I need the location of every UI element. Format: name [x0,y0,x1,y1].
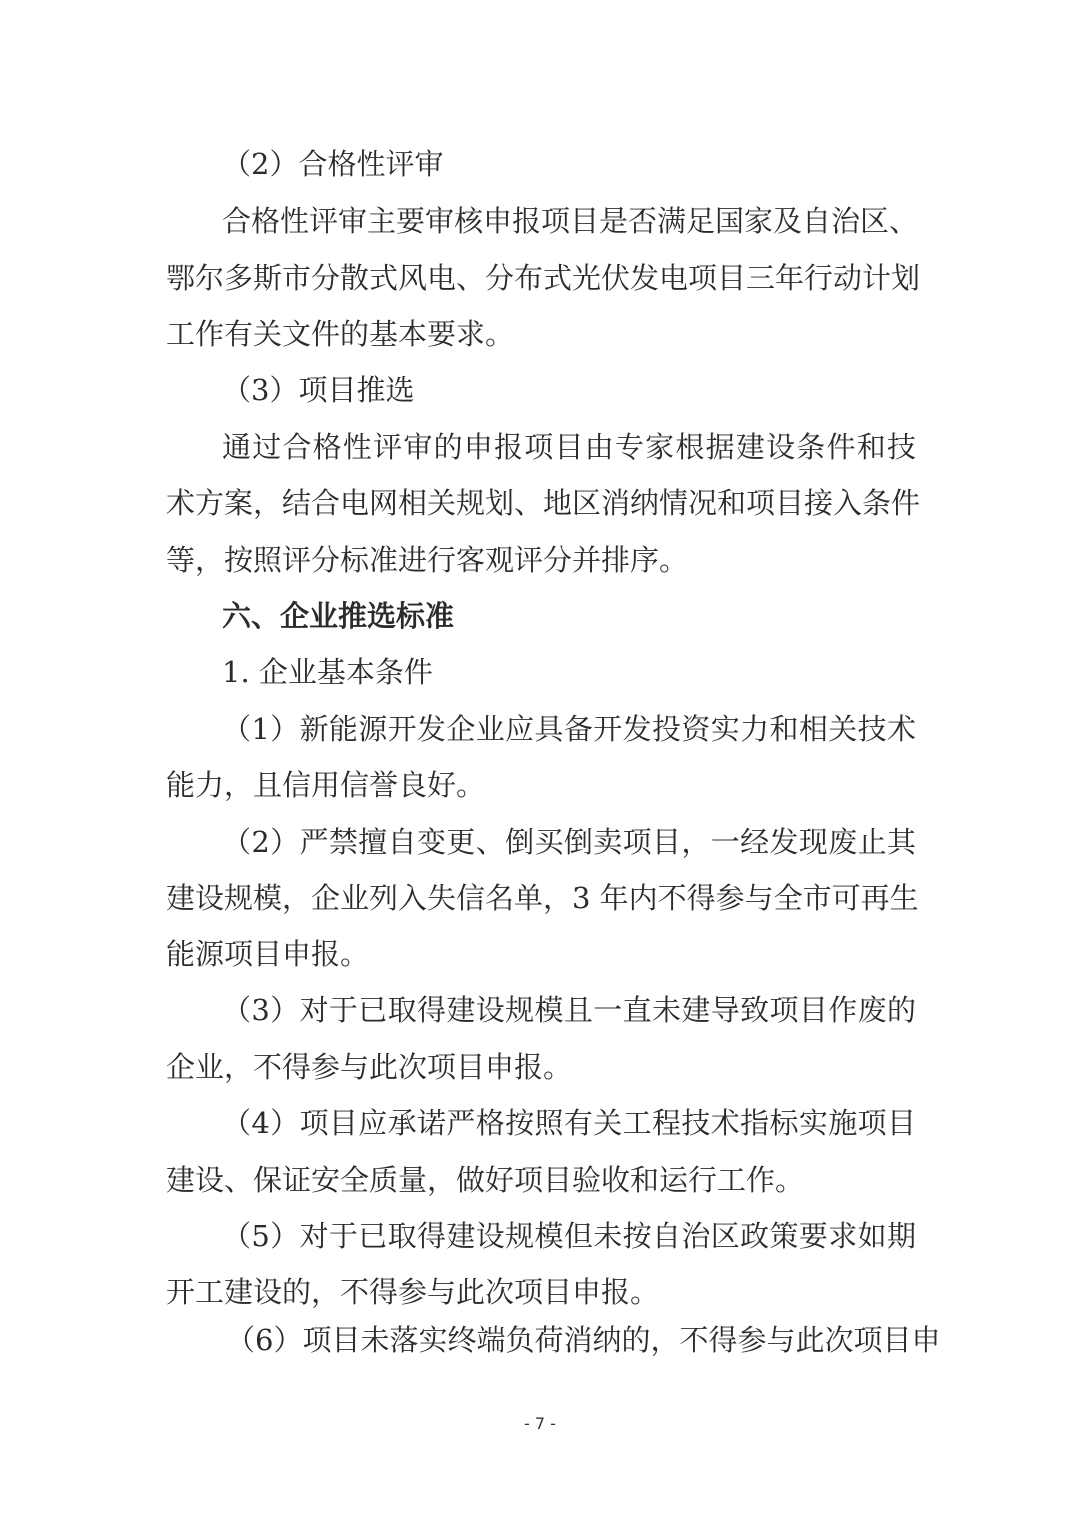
paragraph-line: 工作有关文件的基本要求。 [166,317,515,351]
paragraph-line: 建设规模，企业列入失信名单，3 年内不得参与全市可再生 [166,881,919,915]
paragraph-line: （2）严禁擅自变更、倒买倒卖项目，一经发现废止其 [222,825,916,859]
paragraph-line: 等，按照评分标准进行客观评分并排序。 [166,543,689,577]
paragraph-line: 建设、保证安全质量，做好项目验收和运行工作。 [166,1163,805,1197]
paragraph-line: （3）对于已取得建设规模且一直未建导致项目作废的 [222,993,916,1027]
section-heading-enterprise-standards: 六、企业推选标准 [222,599,455,633]
paragraph-line: 企业，不得参与此次项目申报。 [166,1050,573,1084]
subsection-heading-basic-conditions: 1. 企业基本条件 [222,655,433,689]
paragraph-line: 通过合格性评审的申报项目由专家根据建设条件和技 [222,430,916,464]
paragraph-line: 开工建设的，不得参与此次项目申报。 [166,1275,660,1309]
paragraph-line: 能力，且信用信誉良好。 [166,768,486,802]
subsection-heading-project-selection: （3）项目推选 [222,373,415,407]
paragraph-line: 术方案，结合电网相关规划、地区消纳情况和项目接入条件 [166,486,921,520]
paragraph-line: 能源项目申报。 [166,937,370,971]
paragraph-line: （6）项目未落实终端负荷消纳的，不得参与此次项目申 [226,1323,941,1357]
paragraph-line: 合格性评审主要审核申报项目是否满足国家及自治区、 [222,204,919,238]
subsection-heading-qualification-review: （2）合格性评审 [222,147,444,181]
page-number: - 7 - [524,1414,556,1433]
paragraph-line: （5）对于已取得建设规模但未按自治区政策要求如期 [222,1219,916,1253]
paragraph-line: 鄂尔多斯市分散式风电、分布式光伏发电项目三年行动计划 [166,261,921,295]
paragraph-line: （4）项目应承诺严格按照有关工程技术指标实施项目 [222,1106,916,1140]
paragraph-line: （1）新能源开发企业应具备开发投资实力和相关技术 [222,712,916,746]
